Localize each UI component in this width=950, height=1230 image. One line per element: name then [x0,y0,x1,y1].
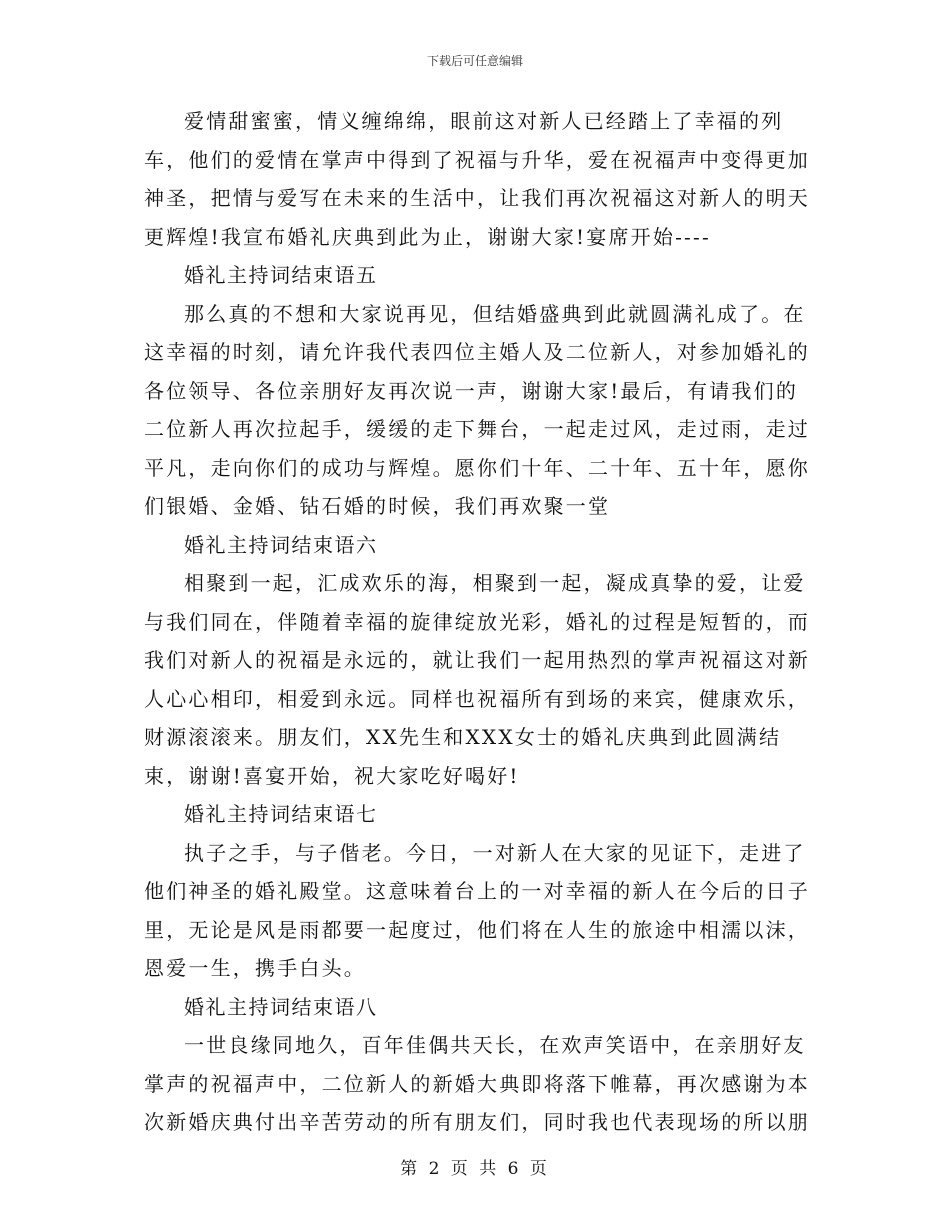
paragraph-closing-remarks: 爱情甜蜜蜜，情义缠绵绵，眼前这对新人已经踏上了幸福的列车，他们的爱情在掌声中得到了祝福与升华，爱在祝福声中变得更加神圣，把情与爱写在未来的生活中，让我们再次祝福这对新人的明天更辉煌!我宣布婚礼庆典到此为止，谢谢大家!宴席开始---- [144,109,810,249]
section-heading-7: 婚礼主持词结束语七 [184,802,378,826]
page-number-footer: 第 2 页 共 6 页 [400,1159,550,1179]
section-heading-8: 婚礼主持词结束语八 [184,994,378,1019]
page-header: 下载后可任意编辑 [426,54,523,68]
paragraph-section-6: 相聚到一起，汇成欢乐的海，相聚到一起，凝成真挚的爱，让爱与我们同在，伴随着幸福的旋律绽放光彩，婚礼的过程是短暂的，而我们对新人的祝福是永远的，就让我们一起用热烈的掌声祝福这对新人心心相印，相爱到永远。同样也祝福所有到场的来宾，健康欢乐，财源滚滚来。朋友们，XX先生和XXX女士的婚礼庆典到此圆满结束，谢谢!喜宴开始，祝大家吃好喝好! [144,571,810,788]
paragraph-section-7: 执子之手，与子偕老。今日，一对新人在大家的见证下，走进了他们神圣的婚礼殿堂。这意味着台上的一对幸福的新人在今后的日子里，无论是风是雨都要一起度过，他们将在人生的旅途中相濡以沫，恩爱一生，携手白头。 [144,840,810,980]
section-heading-6: 婚礼主持词结束语六 [184,532,378,557]
paragraph-section-5: 那么真的不想和大家说再见，但结婚盛典到此就圆满礼成了。在这幸福的时刻，请允许我代表四位主婚人及二位新人，对参加婚礼的各位领导、各位亲朋好友再次说一声，谢谢大家!最后，有请我们的二位新人再次拉起手，缓缓的走下舞台，一起走过风，走过雨，走过平凡，走向你们的成功与辉煌。愿你们十年、二十年、五十年，愿你们银婚、金婚、钻石婚的时候，我们再欢聚一堂 [144,301,810,518]
section-heading-5: 婚礼主持词结束语五 [184,263,378,287]
document-body [144,102,814,1142]
paragraph-section-8: 一世良缘同地久，百年佳偶共天长，在欢声笑语中，在亲朋好友掌声的祝福声中，二位新人的新婚大典即将落下帷幕，再次感谢为本次新婚庆典付出辛苦劳动的所有朋友们，同时我也代表现场的所以朋 [144,1033,810,1134]
